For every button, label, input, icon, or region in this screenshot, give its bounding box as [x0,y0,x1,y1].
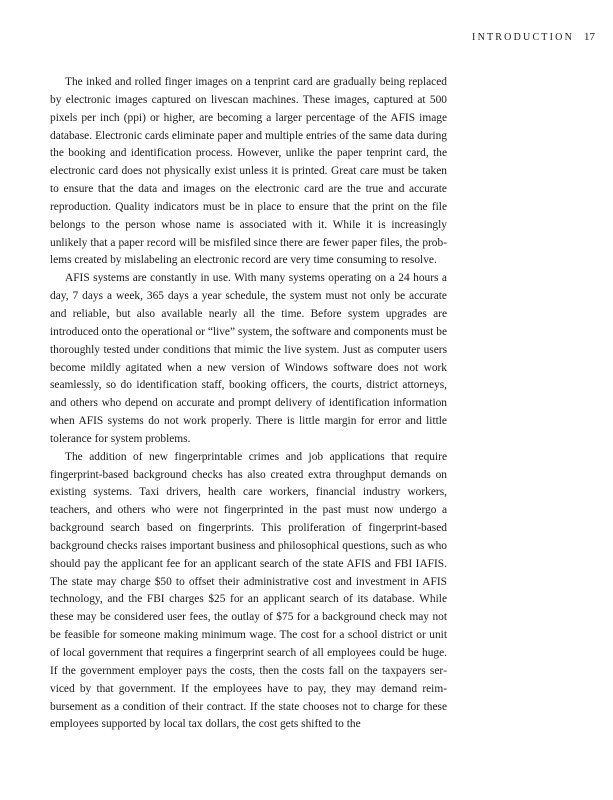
running-head [0,31,595,44]
paragraph-background-checks: The addition of new fingerprintable crimes and job applications that require fingerprint-based background checks has also created extra throughput demands on existing systems. Taxi drivers, health care workers, financial industry workers, teachers, and others who were not fingerprinted in the past must now undergo a background search based on fingerprints. This proliferation of fingerprint-based background checks raises important business and philosophical questions, such as who should pay the applicant fee for an applicant search of the state AFIS and FBI IAFIS. The state may charge $50 to offset their administrative cost and investment in AFIS technology, and the FBI charges $25 for an applicant search of its database. While these may be considered user fees, the outlay of $75 for a background check may not be feasible for someone making minimum wage. The cost for a school district or unit of local government that requires a fingerprint search of all employees could be huge. If the government employer pays the costs, then the costs fall on the taxpayers serviced by that government. If the employees have to pay, they may demand reimbursement as a condition of their contract. If the state chooses not to charge for these employees supported by local tax dollars, the cost gets shifted to the [50,450,447,731]
paragraph-availability: AFIS systems are constantly in use. With many systems operating on a 24 hours a day, 7 days a week, 365 days a year schedule, the system must not only be accurate and reliable, but also available nearly all the time. Before system upgrades are introduced onto the operational or “live” system, the software and components must be thoroughly tested under conditions that mimic the live system. Just as computer users become mildly agitated when a new version of Windows software does not work seamlessly, so do identification staff, booking officers, the courts, district attorneys, and others who depend on accurate and prompt delivery of identification information when AFIS systems do not work properly. There is little margin for error and little tolerance for system problems. [50,272,447,445]
paragraph-livescan: The inked and rolled finger images on a tenprint card are gradually being replaced by electronic images captured on livescan machines. These images, captured at 500 pixels per inch (ppi) or higher, are becoming a larger percentage of the AFIS image database. Electronic cards eliminate paper and multiple entries of the same data during the booking and identification process. However, unlike the paper tenprint card, the electronic card does not physically exist unless it is printed. Great care must be taken to ensure that the data and images on the electronic card are the true and accurate reproduction. Quality indicators must be in place to ensure that the print on the file belongs to the person whose name is associated with it. While it is increasingly unlikely that a paper record will be misfiled since there are fewer paper files, the problems created by mislabeling an electronic record are very time consuming to resolve. [50,76,447,267]
page-number: 17 [584,31,595,43]
running-head-section: INTRODUCTION [472,32,574,43]
body-text [50,74,447,734]
